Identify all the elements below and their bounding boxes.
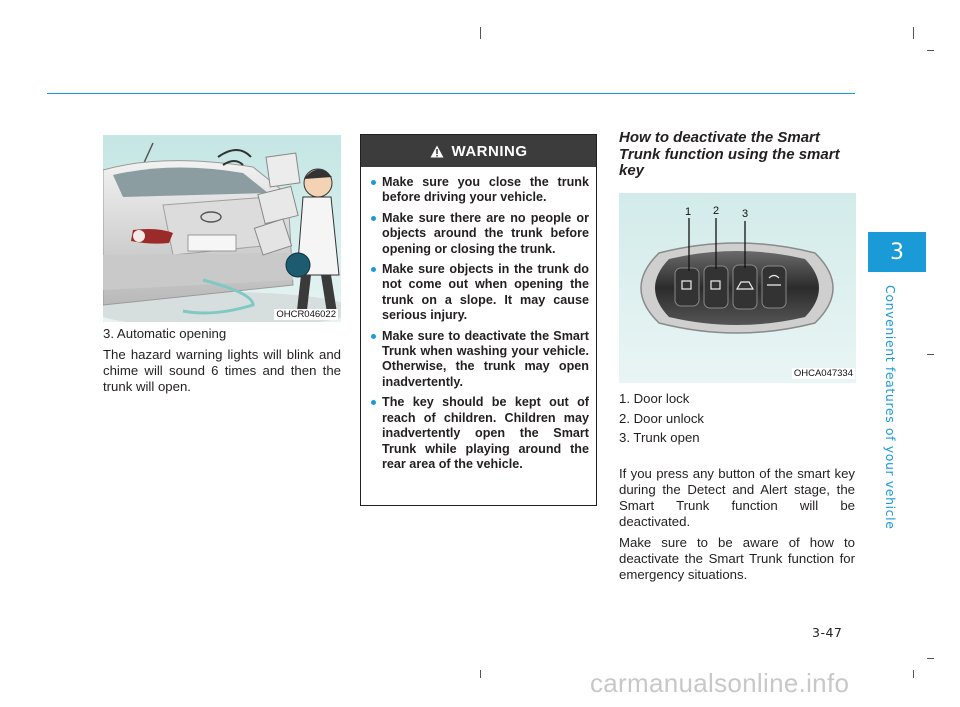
list-item: 3. Trunk open xyxy=(619,430,700,445)
figure-code: OHCR046022 xyxy=(276,309,336,320)
warning-item: Make sure there are no people or objects around the trunk before opening or closing the trunk. xyxy=(374,211,589,257)
crop-mark xyxy=(927,354,934,355)
crop-mark xyxy=(927,50,934,51)
warning-item: Make sure objects in the trunk do not come out when opening the trunk on a slope. It may cause serious injury. xyxy=(374,262,589,324)
section-title: How to deactivate the Smart Trunk function using the smart key xyxy=(619,129,840,179)
crop-mark xyxy=(480,670,481,678)
chapter-title: Convenient features of your vehicle xyxy=(883,285,898,530)
smart-trunk-illustration xyxy=(103,135,341,322)
smart-key-illustration xyxy=(619,193,856,383)
header-rule xyxy=(47,93,855,94)
step-body: The hazard warning lights will blink and chime will sound 6 times and then the trunk will open. xyxy=(103,347,341,394)
automatic-opening-text xyxy=(103,326,341,400)
crop-mark xyxy=(913,670,914,678)
chapter-tab[interactable]: 3 xyxy=(868,232,926,272)
warning-header xyxy=(361,135,596,167)
car-trunk-icon xyxy=(103,135,341,322)
list-item: 1. Door lock xyxy=(619,391,690,406)
key-button-list xyxy=(619,389,704,448)
warning-box xyxy=(360,134,597,506)
warning-title: WARNING xyxy=(451,142,528,160)
crop-mark xyxy=(913,27,914,39)
warning-item: Make sure to deactivate the Smart Trunk when washing your vehicle. Otherwise, the trunk may open inadvertently. xyxy=(374,329,589,391)
watermark-link[interactable]: carmanualsonline.info xyxy=(590,668,850,698)
list-item: 2. Door unlock xyxy=(619,410,705,426)
warning-triangle-icon xyxy=(430,145,444,158)
callout-3: 3 xyxy=(742,208,749,220)
figure-code: OHCA047334 xyxy=(793,368,853,379)
warning-item: Make sure you close the trunk before driving your vehicle. xyxy=(374,175,589,206)
callout-2: 2 xyxy=(713,205,720,217)
warning-item: The key should be kept out of reach of children. Children may inadvertently open the Smart Trunk while playing around the rear area of the vehicle. xyxy=(374,395,589,472)
step-heading: 3. Automatic opening xyxy=(103,326,227,341)
warning-list xyxy=(361,167,596,472)
paragraph: If you press any button of the smart key during the Detect and Alert stage, the Smart Trunk function will be deactivated. xyxy=(619,466,855,529)
page-number: 3-47 xyxy=(812,625,843,640)
crop-mark xyxy=(480,27,481,39)
smart-key-icon xyxy=(619,193,856,383)
crop-mark xyxy=(927,658,934,659)
paragraph: Make sure to be aware of how to deactivate the Smart Trunk function for emergency situations. xyxy=(619,535,855,582)
deactivate-text xyxy=(619,466,855,588)
callout-1: 1 xyxy=(685,206,692,218)
